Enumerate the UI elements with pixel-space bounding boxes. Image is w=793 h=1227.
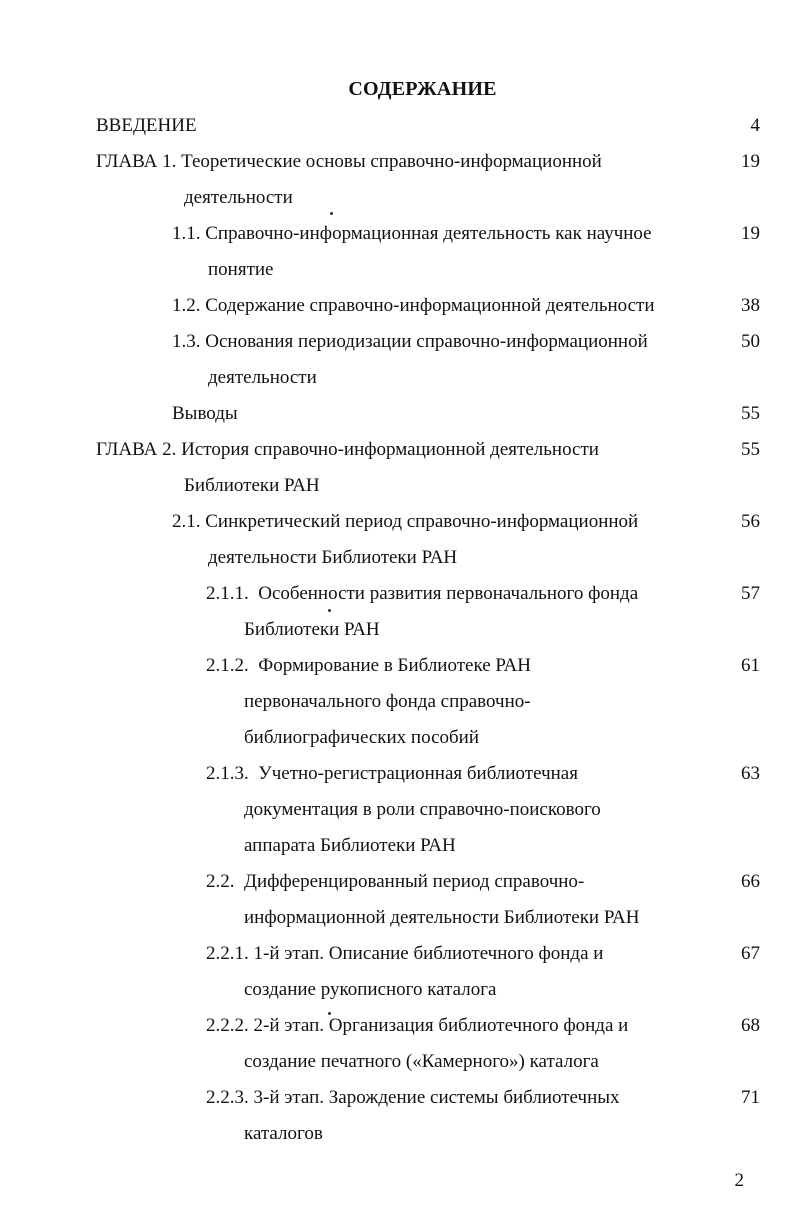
toc-entry-line: ГЛАВА 2. История справочно-информационной деятельности: [96, 439, 599, 460]
toc-page-number: 19: [741, 151, 760, 172]
toc-page-number: 50: [741, 331, 760, 352]
toc-entry-line: 2.1.3. Учетно-регистрационная библиотечная: [206, 763, 578, 784]
toc-entry-line: 2.2.3. 3-й этап. Зарождение системы библиотечных: [206, 1087, 620, 1108]
toc-entry-line: 2.1.1. Особенности развития первоначального фонда: [206, 583, 639, 604]
scan-speck: [330, 212, 333, 215]
toc-entry-2-2: [206, 864, 639, 936]
toc-entry-2-2-1: [206, 936, 603, 1008]
toc-page-number: 68: [741, 1015, 760, 1036]
toc-entry-line: каталогов: [244, 1123, 323, 1144]
toc-entry-conclusions: [172, 396, 238, 432]
toc-entry-2-1-1: [206, 576, 638, 648]
toc-entry-line: ГЛАВА 1. Теоретические основы справочно-информационной: [96, 151, 602, 172]
toc-entry-1-1: [172, 216, 652, 288]
toc-entry-line: деятельности: [184, 187, 293, 208]
toc-entry-2-1-2: [206, 648, 531, 756]
toc-entry-line: деятельности Библиотеки РАН: [208, 547, 458, 568]
toc-page-number: 67: [741, 943, 760, 964]
scan-speck: [328, 1012, 331, 1015]
page-title: СОДЕРЖАНИЕ: [348, 78, 497, 100]
toc-page-number: 63: [741, 763, 760, 784]
toc-entry-line: 2.2.2. 2-й этап. Организация библиотечного фонда и: [206, 1015, 629, 1036]
toc-entry-2-2-2: [206, 1008, 628, 1080]
toc-entry-line: ВВЕДЕНИЕ: [96, 115, 197, 136]
toc-entry-1-3: [172, 324, 648, 396]
toc-entry-line: Выводы: [172, 403, 238, 424]
scan-speck: [328, 609, 331, 612]
toc-page-number: 56: [741, 511, 760, 532]
toc-entry-line: 2.2. Дифференцированный период справочно-: [206, 871, 585, 892]
toc-entry-line: 2.2.1. 1-й этап. Описание библиотечного фонда и: [206, 943, 604, 964]
toc-entry-line: Библиотеки РАН: [244, 619, 380, 640]
footer-page-number: 2: [734, 1170, 744, 1191]
toc-entry-line: 1.2. Содержание справочно-информационной деятельности: [172, 295, 655, 316]
toc-entry-chapter-2: [96, 432, 599, 504]
toc-entry-chapter-1: [96, 144, 602, 216]
toc-entry-line: 1.3. Основания периодизации справочно-информационной: [172, 331, 648, 352]
toc-entry-1-2: [172, 288, 655, 324]
toc-entry-line: 2.1.2. Формирование в Библиотеке РАН: [206, 655, 531, 676]
toc-page-number: 55: [741, 403, 760, 424]
toc-entry-line: 2.1. Синкретический период справочно-информационной: [172, 511, 639, 532]
toc-entry-line: Библиотеки РАН: [184, 475, 320, 496]
toc-page-number: 57: [741, 583, 760, 604]
toc-entry-introduction: [96, 108, 197, 144]
toc-entry-2-1: [172, 504, 638, 576]
toc-entry-line: деятельности: [208, 367, 317, 388]
toc-entry-line: информационной деятельности Библиотеки РАН: [244, 907, 640, 928]
toc-page-number: 4: [750, 115, 760, 136]
toc-page-number: 55: [741, 439, 760, 460]
toc-entry-line: аппарата Библиотеки РАН: [244, 835, 456, 856]
toc-page-number: 71: [741, 1087, 760, 1108]
toc-entry-line: документация в роли справочно-поискового: [244, 799, 601, 820]
toc-entry-line: понятие: [208, 259, 274, 280]
toc-page-number: 19: [741, 223, 760, 244]
toc-page-number: 38: [741, 295, 760, 316]
toc-entry-line: 1.1. Справочно-информационная деятельность как научное: [172, 223, 652, 244]
toc-entry-line: первоначального фонда справочно-: [244, 691, 531, 712]
toc-page-number: 66: [741, 871, 760, 892]
toc-entry-line: создание рукописного каталога: [244, 979, 497, 1000]
toc-entry-2-2-3: [206, 1080, 620, 1152]
toc-page-number: 61: [741, 655, 760, 676]
toc-entry-line: создание печатного («Камерного») каталога: [244, 1051, 599, 1072]
toc-entry-line: библиографических пособий: [244, 727, 480, 748]
toc-entry-2-1-3: [206, 756, 601, 864]
